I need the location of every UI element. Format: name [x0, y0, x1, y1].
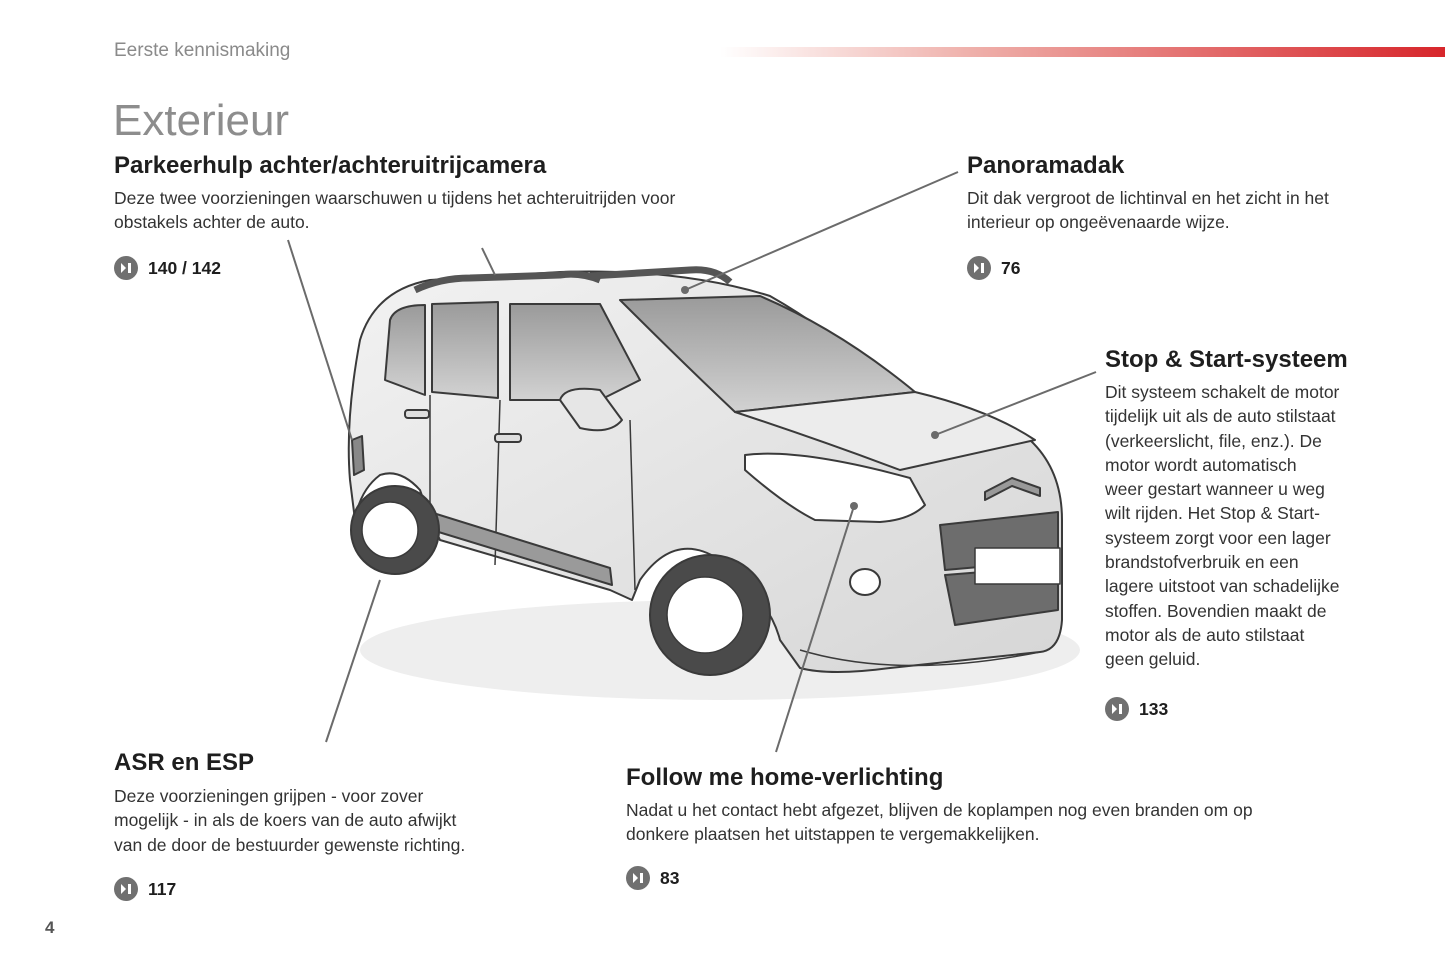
page-reference-icon	[1105, 697, 1129, 721]
section-title-parking: Parkeerhulp achter/achteruitrijcamera	[114, 152, 547, 179]
section-title-asr: ASR en ESP	[114, 749, 255, 776]
page-ref-number: 117	[148, 878, 177, 899]
page-reference-icon	[626, 866, 650, 890]
text-line: brandstofverbruik en een	[1105, 552, 1299, 573]
section-text-parking	[114, 186, 734, 235]
page-ref-number: 76	[1001, 257, 1021, 278]
text-line: van de door de bestuurder gewenste richting.	[114, 834, 466, 855]
text-line: Nadat u het contact hebt afgezet, blijven de koplampen nog even branden om op	[626, 800, 1253, 820]
page-ref-number: 140 / 142	[148, 257, 221, 278]
text-line: Deze twee voorzieningen waarschuwen u tijdens het achteruitrijden voor	[114, 188, 676, 208]
header-section-title: Eerste kennismaking	[114, 40, 291, 61]
page-ref-asr[interactable]	[114, 877, 176, 901]
page-reference-icon	[967, 256, 991, 280]
text-line: obstakels achter de auto.	[114, 212, 310, 233]
text-line: motor als de auto stilstaat	[1105, 624, 1305, 645]
text-line: weer gestart wanneer u weg	[1105, 479, 1325, 500]
car-drawing	[349, 270, 1080, 700]
text-line: interieur op ongeëvenaarde wijze.	[967, 212, 1230, 233]
section-title-followme: Follow me home-verlichting	[626, 764, 944, 791]
section-text-panorama	[967, 186, 1387, 235]
section-text-stopstart	[1105, 380, 1405, 672]
text-line: Dit systeem schakelt de motor	[1105, 382, 1340, 402]
text-line: systeem zorgt voor een lager	[1105, 527, 1331, 548]
text-line: geen geluid.	[1105, 649, 1201, 670]
page-ref-stopstart[interactable]	[1105, 697, 1168, 721]
text-line: tijdelijk uit als de auto stilstaat	[1105, 406, 1336, 427]
text-line: motor wordt automatisch	[1105, 454, 1297, 475]
section-title-panorama: Panoramadak	[967, 152, 1125, 179]
page-ref-panorama[interactable]	[967, 256, 1020, 280]
section-title-stopstart: Stop & Start-systeem	[1105, 346, 1348, 373]
page-ref-number: 83	[660, 867, 680, 888]
callout-dot-stopstart	[931, 431, 939, 439]
text-line: Dit dak vergroot de lichtinval en het zicht in het	[967, 188, 1329, 208]
page-ref-parking[interactable]	[114, 256, 221, 280]
callout-dot-followme	[850, 502, 858, 510]
page-reference-icon	[114, 256, 138, 280]
section-text-followme	[626, 798, 1346, 847]
callout-line-camera	[482, 248, 495, 275]
page-reference-icon	[114, 877, 138, 901]
text-line: Deze voorzieningen grijpen - voor zover	[114, 786, 424, 806]
page-ref-number: 133	[1139, 698, 1169, 719]
callout-dot-panorama	[681, 286, 689, 294]
text-line: lagere uitstoot van schadelijke	[1105, 576, 1340, 597]
text-line: wilt rijden. Het Stop & Start-	[1105, 503, 1320, 524]
text-line: mogelijk - in als de koers van de auto afwijkt	[114, 810, 457, 831]
page-title: Exterieur	[113, 96, 290, 145]
text-line: donkere plaatsen het uitstappen te vergemakkelijken.	[626, 824, 1040, 845]
text-line: stoffen. Bovendien maakt de	[1105, 600, 1327, 621]
callout-line-parking	[288, 240, 352, 440]
text-line: (verkeerslicht, file, enz.). De	[1105, 430, 1322, 451]
section-text-asr	[114, 784, 534, 857]
page-ref-followme[interactable]	[626, 866, 679, 890]
page-number: 4	[45, 918, 55, 937]
